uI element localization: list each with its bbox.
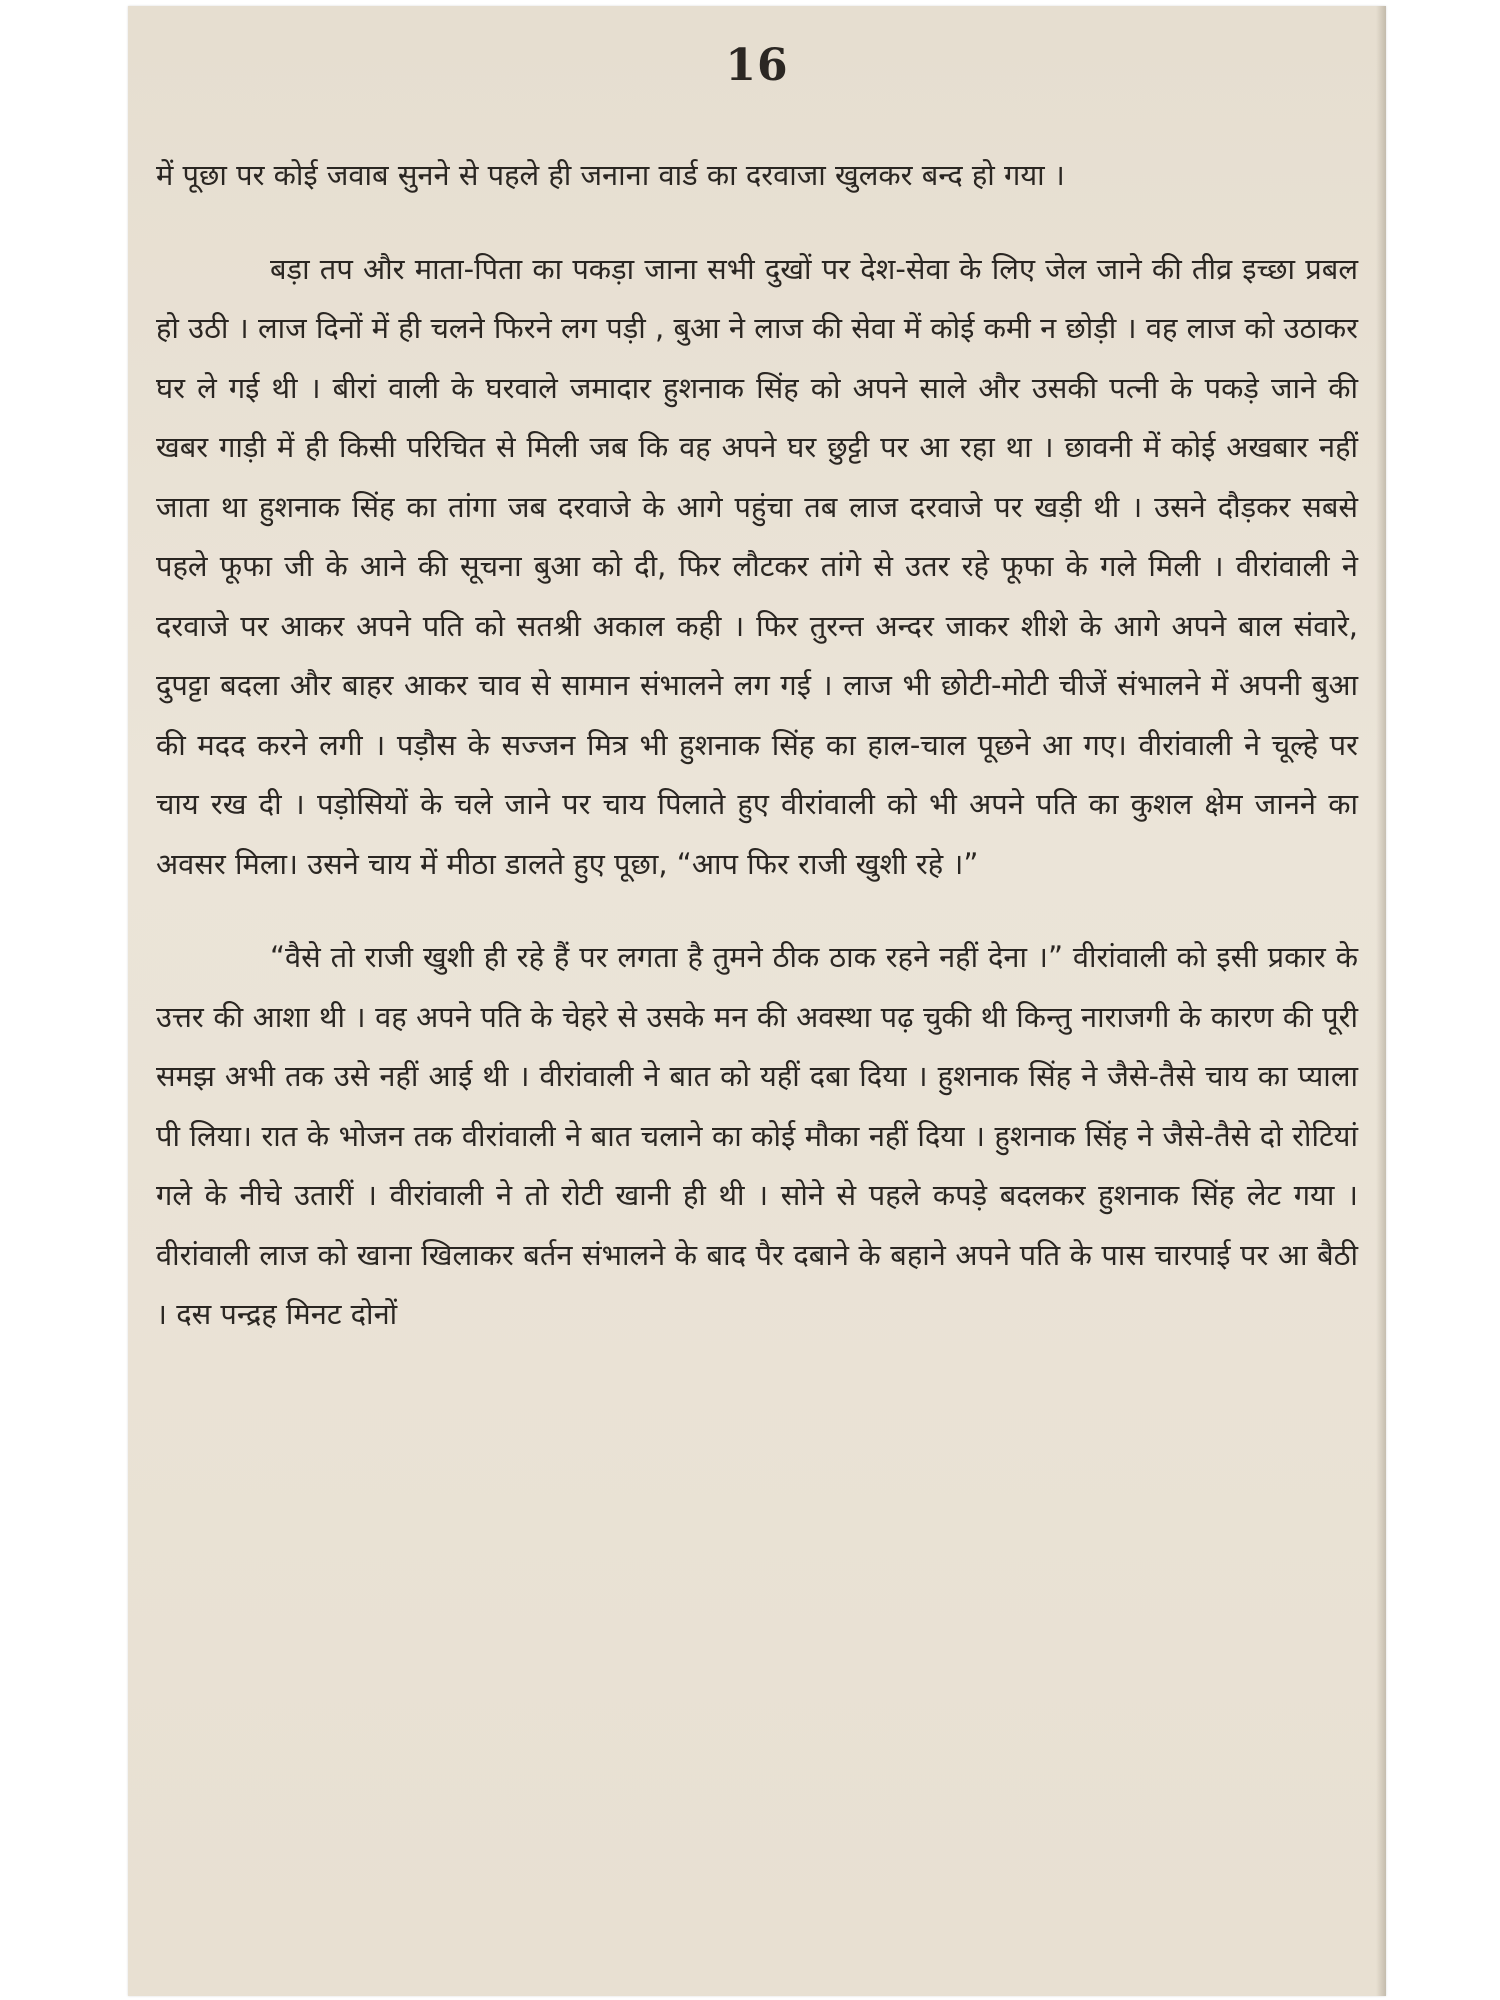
paragraph-1: में पूछा पर कोई जवाब सुनने से पहले ही जनाना वार्ड का दरवाजा खुलकर बन्द हो गया । xyxy=(156,158,1065,192)
book-page xyxy=(128,6,1386,1996)
paragraph-2: बड़ा तप और माता-पिता का पकड़ा जाना सभी दुखों पर देश-सेवा के लिए जेल जाने की तीव्र इच्छा प्रबल हो उठी । लाज दिनों में ही चलने फिरने लग पड़ी , बुआ ने लाज की सेवा में कोई कमी न छोड़ी । वह लाज को उठाकर घर ले गई थी । बीरां वाली के घरवाले जमादार हुशनाक सिंह को अपने साले और उसकी पत्नी के पकड़े जाने की खबर गाड़ी में ही किसी परिचित से मिली जब कि वह अपने घर छुट्टी पर आ रहा था । छावनी में कोई अखबार नहीं जाता था हुशनाक सिंह का तांगा जब दरवाजे के आगे पहुंचा तब लाज दरवाजे पर खड़ी थी । उसने दौड़कर सबसे पहले फूफा जी के आने की सूचना बुआ को दी, फिर लौटकर तांगे से उतर रहे फूफा के गले मिली । वीरांवाली ने दरवाजे पर आकर अपने पति को सतश्री अकाल कही । फिर तुरन्त अन्दर जाकर शीशे के आगे अपने बाल संवारे, दुपट्टा बदला और बाहर आकर चाव से सामान संभालने लग गई । लाज भी छोटी-मोटी चीजें संभालने में अपनी बुआ की मदद करने लगी । पड़ौस के सज्जन मित्र भी हुशनाक सिंह का हाल-चाल पूछने आ गए। वीरांवाली ने चूल्हे पर चाय रख दी । पड़ोसियों के चले जाने पर चाय पिलाते हुए वीरांवाली को भी अपने पति का कुशल क्षेम जानने का अवसर मिला। उसने चाय में मीठा डालते हुए पूछा, “आप फिर राजी खुशी रहे ।” xyxy=(156,251,1358,881)
paragraph-3: “वैसे तो राजी खुशी ही रहे हैं पर लगता है तुमने ठीक ठाक रहने नहीं देना ।” वीरांवाली को इसी प्रकार के उत्तर की आशा थी । वह अपने पति के चेहरे से उसके मन की अवस्था पढ़ चुकी थी किन्तु नाराजगी के कारण की पूरी समझ अभी तक उसे नहीं आई थी । वीरांवाली ने बात को यहीं दबा दिया । हुशनाक सिंह ने जैसे-तैसे चाय का प्याला पी लिया। रात के भोजन तक वीरांवाली ने बात चलाने का कोई मौका नहीं दिया । हुशनाक सिंह ने जैसे-तैसे दो रोटियां गले के नीचे उतारीं । वीरांवाली ने तो रोटी खानी ही थी । सोने से पहले कपड़े बदलकर हुशनाक सिंह लेट गया । वीरांवाली लाज को खाना खिलाकर बर्तन संभालने के बाद पैर दबाने के बहाने अपने पति के पास चारपाई पर आ बैठी । दस पन्द्रह मिनट दोनों xyxy=(156,940,1358,1331)
page-number: 16 xyxy=(725,40,789,91)
page-edge-shadow xyxy=(1376,6,1386,1996)
body-text xyxy=(156,146,1358,1345)
